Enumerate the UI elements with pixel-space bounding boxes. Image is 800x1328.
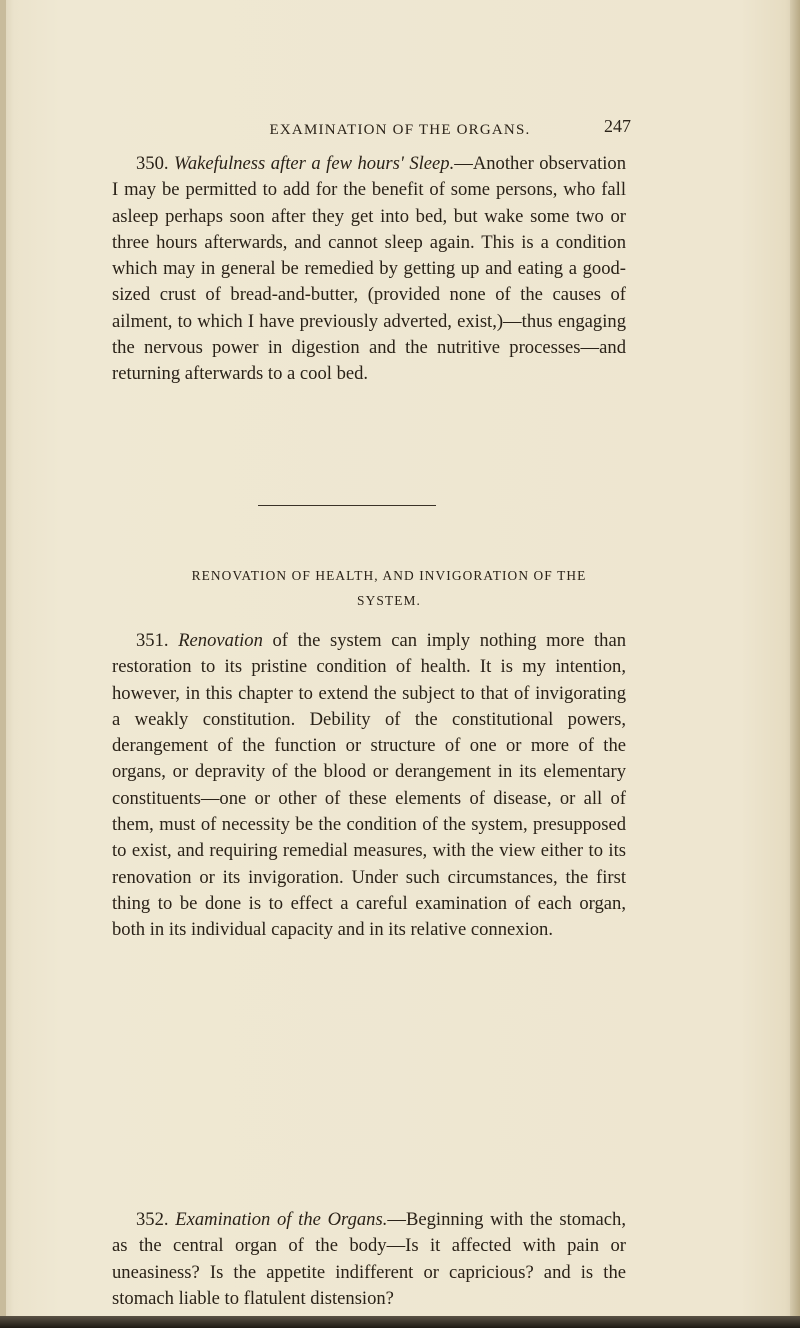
paragraph-title: Wakefulness after a few hours' Sleep. — [174, 153, 455, 174]
section-heading — [112, 563, 666, 613]
section-heading-line: RENOVATION OF HEALTH, AND INVIGORATION OF THE — [191, 568, 587, 583]
paragraph-351 — [112, 628, 626, 944]
paragraph-352 — [112, 1207, 626, 1312]
paragraph-body: —Another observation I may be permitted to add for the benefit of some persons, who fall asleep perhaps soon after they get into bed, but wake some two or three hours afterwards, and cannot sleep again. This is a condition which may in general be remedied by getting up and eating a good-sized crust of bread-and-butter, (provided none of the causes of ailment, to which I have previously adverted, exist,)—thus engaging the nervous power in digestion and the nutritive processes—and returning afterwards to a cool bed. — [112, 153, 626, 385]
binding-edge — [0, 0, 6, 1328]
section-divider — [258, 505, 436, 506]
page-number: 247 — [604, 116, 631, 136]
paragraph-number: 350. — [136, 153, 169, 174]
scan-bottom-edge — [0, 1316, 800, 1328]
section-heading-line: SYSTEM. — [357, 593, 421, 608]
paragraph-title: Examination of the Organs. — [175, 1209, 388, 1230]
paragraph-body: of the system can imply nothing more than restoration to its pristine condition of health. It is my intention, however, in this chapter to extend the subject to that of invigorating a weakly constitution. Debility of the constitutional powers, derangement of the function or structure of one or more of the organs, or depravity of the blood or derangement in its elementary constituents—one or other of these elements of disease, or all of them, must of necessity be the condition of the system, presupposed to exist, and requiring remedial measures, with the view either to its renovation or its invigoration. Under such circumstances, the first thing to be done is to effect a careful examination of each organ, both in its individual capacity and in its relative connexion. — [112, 630, 626, 941]
paragraph-number: 351. — [136, 630, 169, 651]
paragraph-350 — [112, 151, 626, 388]
paragraph-body: —Beginning with the stomach, as the central organ of the body—Is it affected with pain or uneasiness? Is the appetite indifferent or capricious? and is the stomach liable to flatulent distension? — [112, 1209, 626, 1309]
paragraph-title: Renovation — [178, 630, 263, 651]
paragraph-number: 352. — [136, 1209, 169, 1230]
page-edge — [790, 0, 800, 1328]
running-head: EXAMINATION OF THE ORGANS. — [269, 122, 531, 138]
